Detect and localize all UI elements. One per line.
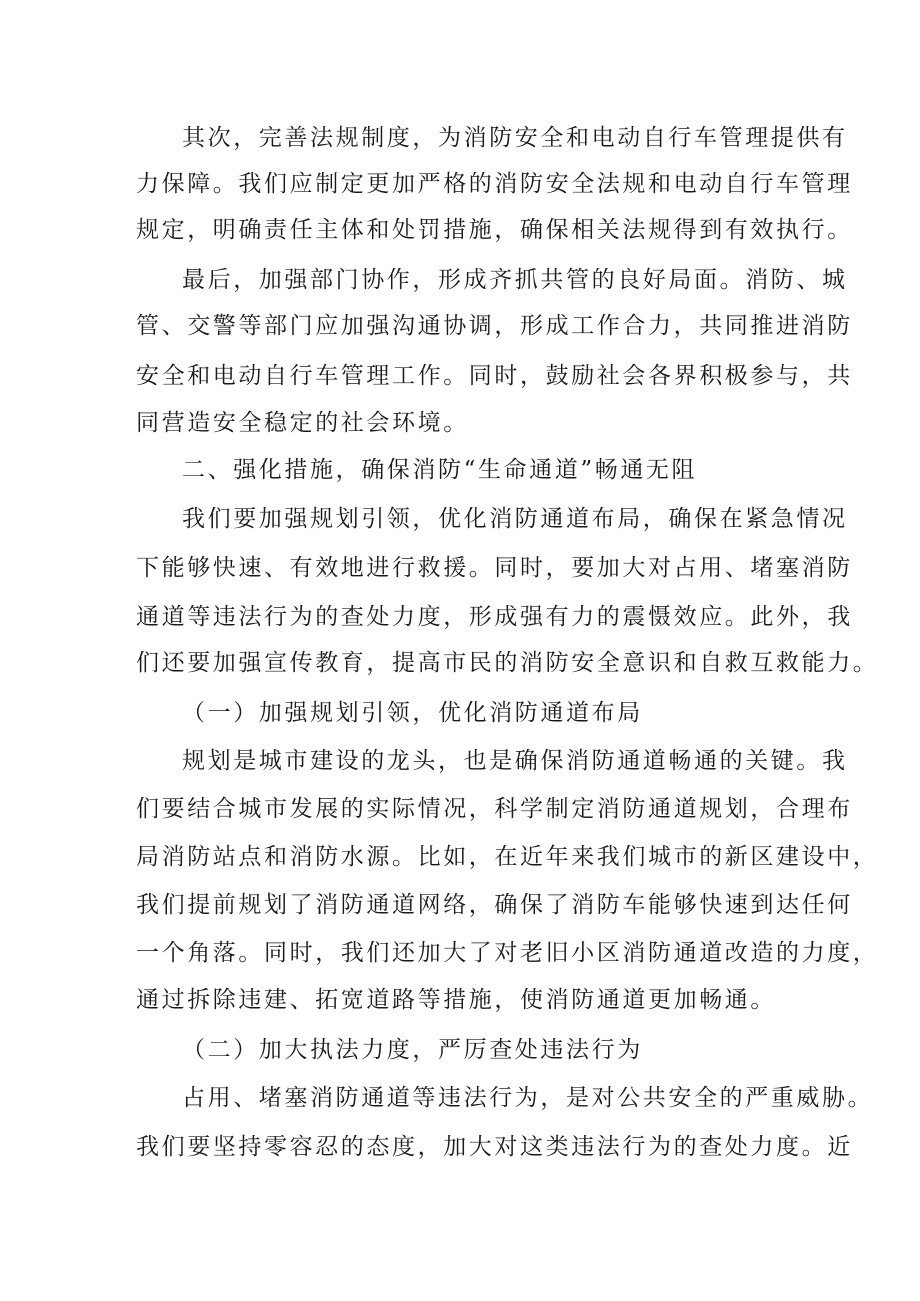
paragraph-line: 下能够快速、有效地进行救援。同时，要加大对占用、堵塞消防 (136, 555, 853, 581)
paragraph-line: 我们要加强规划引领，优化消防通道布局，确保在紧急情况 (182, 506, 848, 532)
paragraph-line: 力保障。我们应制定更加严格的消防安全法规和电动自行车管理 (136, 171, 853, 197)
paragraph-line: 们还要加强宣传教育，提高市民的消防安全意识和自救互救能力。 (136, 650, 879, 676)
paragraph-line: 安全和电动自行车管理工作。同时，鼓励社会各界积极参与，共 (136, 363, 853, 389)
paragraph-line: 规定，明确责任主体和处罚措施，确保相关法规得到有效执行。 (136, 217, 853, 243)
paragraph-line: 局消防站点和消防水源。比如，在近年来我们城市的新区建设中， (136, 844, 879, 870)
paragraph-line: 我们提前规划了消防通道网络，确保了消防车能够快速到达任何 (136, 892, 853, 918)
paragraph-line: 最后，加强部门协作，形成齐抓共管的良好局面。消防、城 (182, 267, 848, 293)
section-heading: 二、强化措施，确保消防“生命通道”畅通无阻 (182, 457, 698, 483)
paragraph-line: 管、交警等部门应加强沟通协调，形成工作合力，共同推进消防 (136, 313, 853, 339)
paragraph-line: 其次，完善法规制度，为消防安全和电动自行车管理提供有 (182, 125, 848, 151)
paragraph-line: 们要结合城市发展的实际情况，科学制定消防通道规划，合理布 (136, 796, 853, 822)
paragraph-line: 通过拆除违建、拓宽道路等措施，使消防通道更加畅通。 (136, 987, 776, 1013)
subsection-heading: （一）加强规划引领，优化消防通道布局 (182, 700, 643, 726)
paragraph-line: 占用、堵塞消防通道等违法行为，是对公共安全的严重威胁。 (182, 1085, 874, 1111)
paragraph-line: 规划是城市建设的龙头，也是确保消防通道畅通的关键。我 (182, 748, 848, 774)
paragraph-line: 我们要坚持零容忍的态度，加大对这类违法行为的查处力度。近 (136, 1134, 853, 1160)
paragraph-line: 一个角落。同时，我们还加大了对老旧小区消防通道改造的力度， (136, 940, 879, 966)
subsection-heading: （二）加大执法力度，严厉查处违法行为 (182, 1037, 643, 1063)
paragraph-line: 通道等违法行为的查处力度，形成强有力的震慑效应。此外，我 (136, 604, 853, 630)
paragraph-line: 同营造安全稳定的社会环境。 (136, 410, 469, 436)
